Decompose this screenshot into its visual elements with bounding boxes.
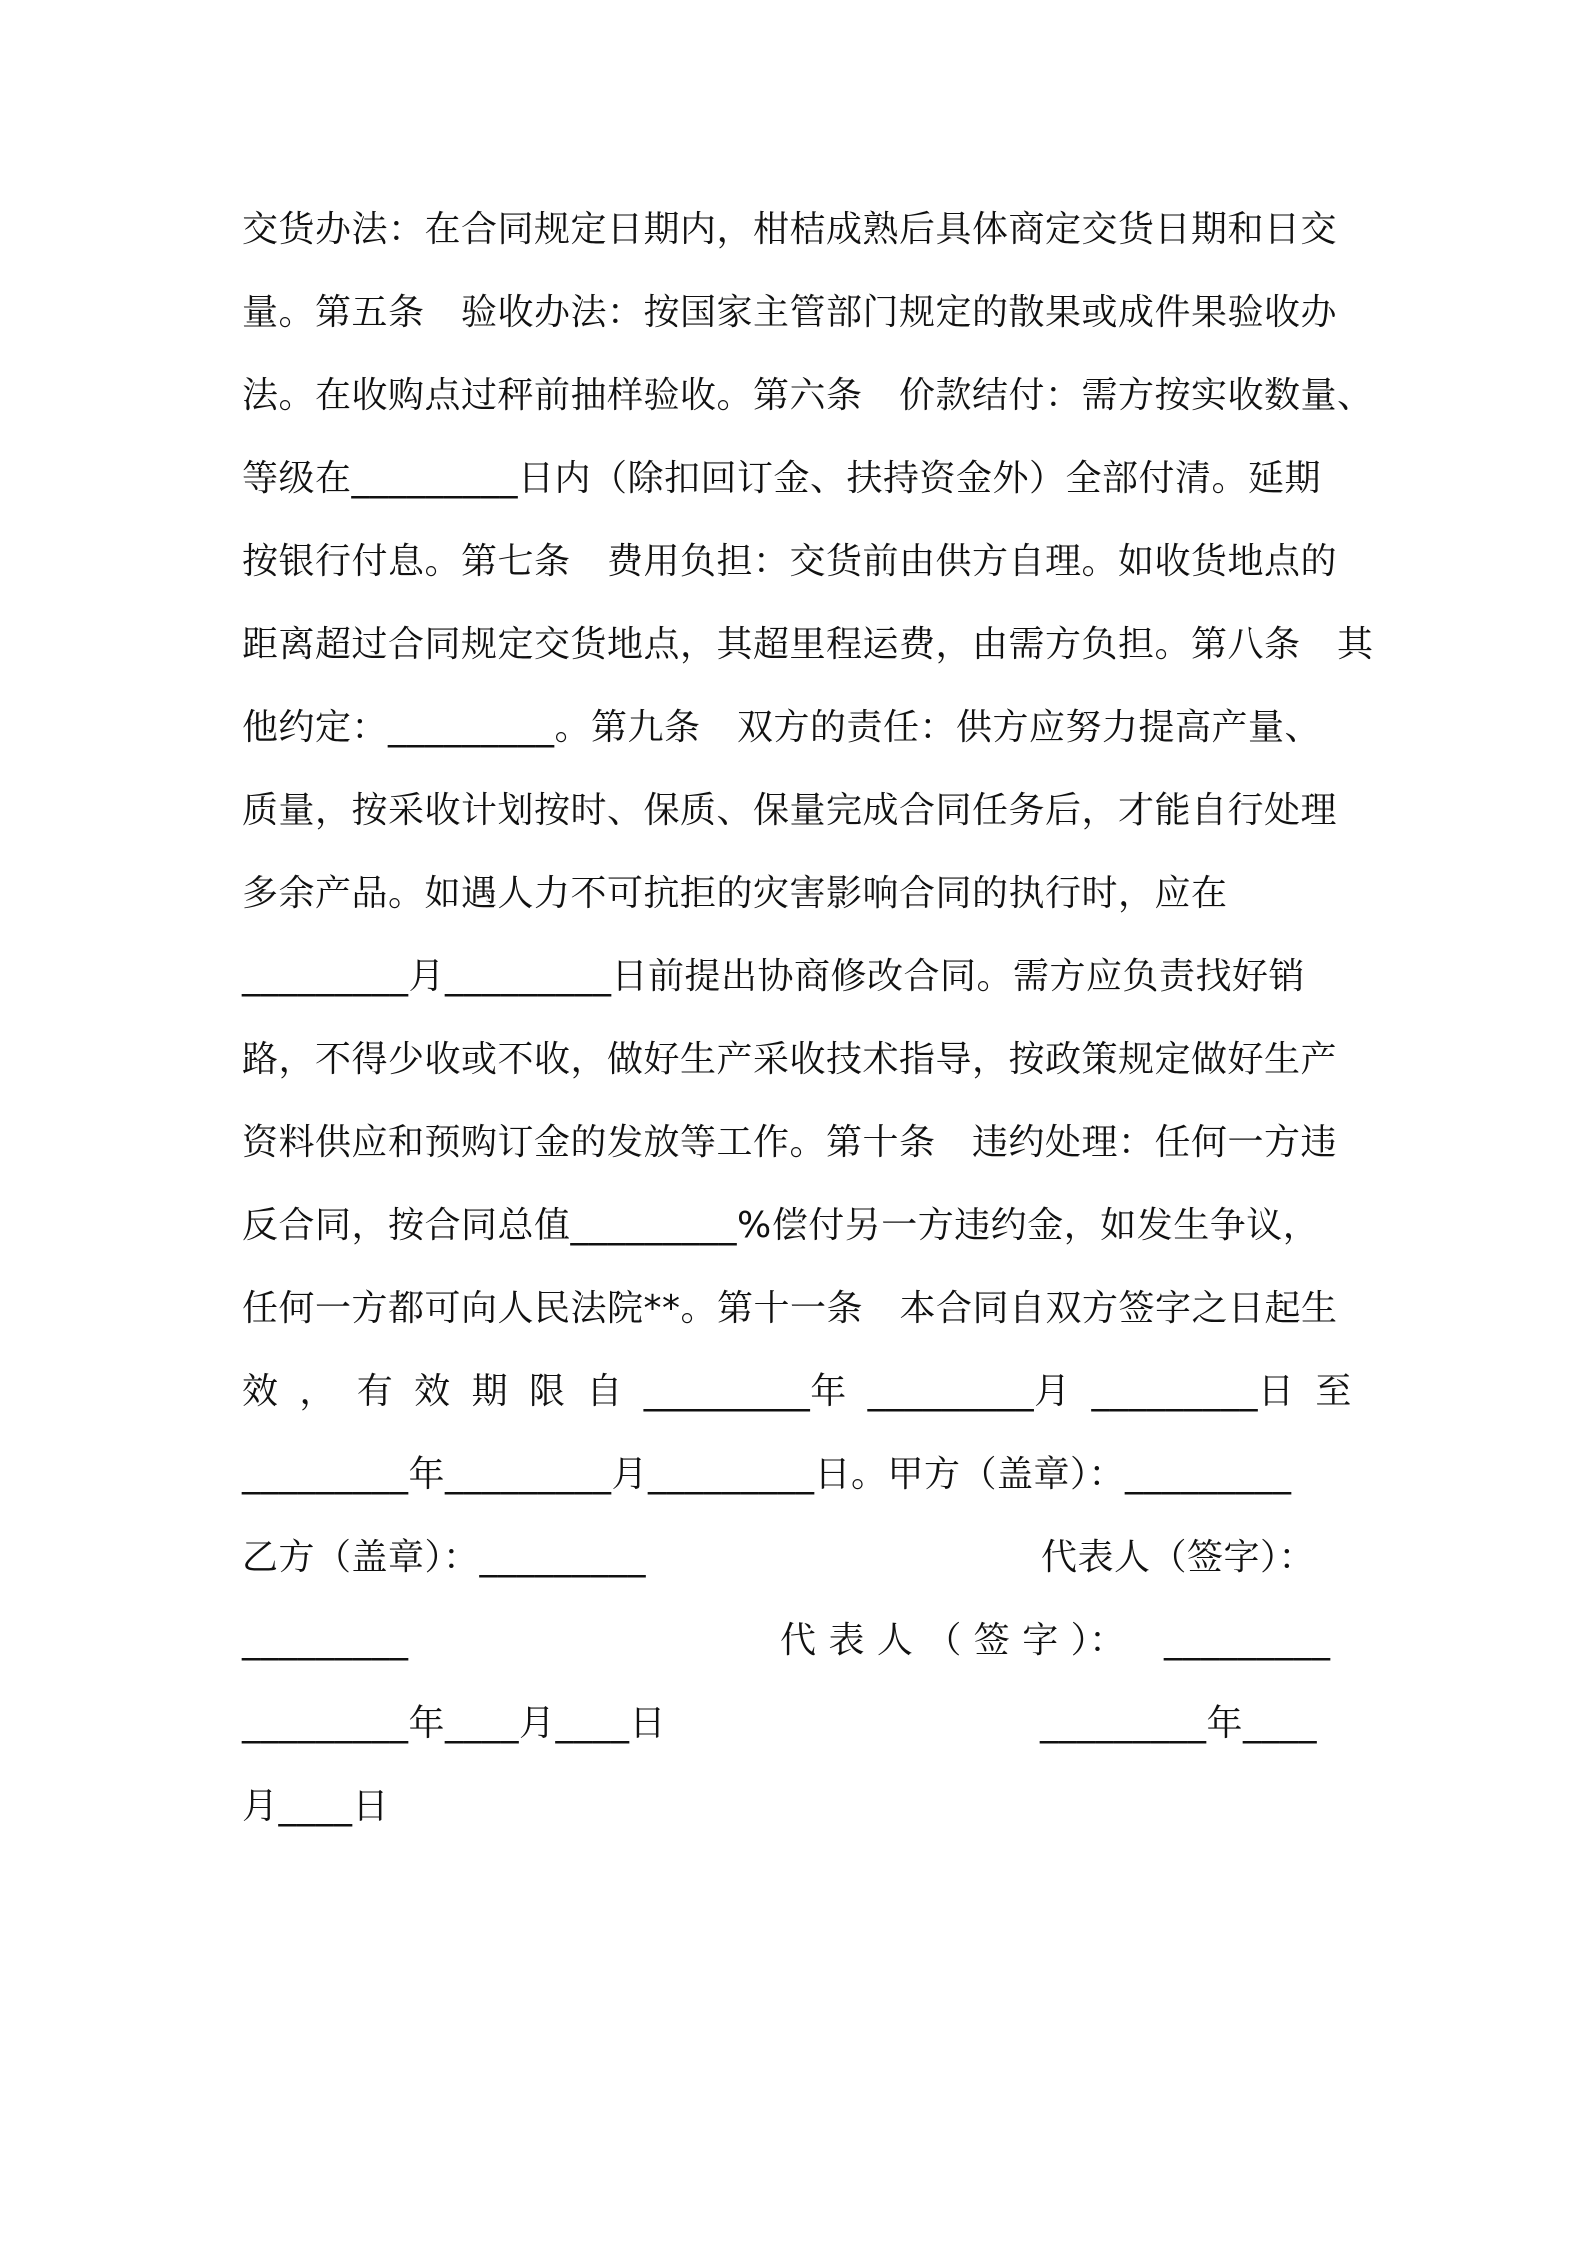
body-line-1: 交货办法：在合同规定日期内，柑桔成熟后具体商定交货日期和日交: [242, 209, 1338, 250]
validity-part: 效: [414, 1371, 451, 1412]
validity-part: 期: [471, 1371, 509, 1412]
party-b-date: _________年____: [1040, 1703, 1317, 1744]
body-line-5: 按银行付息。第七条 费用负担：交货前由供方自理。如收货地点的: [242, 541, 1338, 582]
body-line-7: 他约定：_________。第九条 双方的责任：供方应努力提高产量、: [242, 707, 1322, 748]
validity-year: _________年: [643, 1371, 847, 1412]
date-line: _________年_________月_________日。甲方（盖章）：_________: [242, 1454, 1292, 1495]
party-a-date: _________年____月____日: [242, 1703, 666, 1744]
signature-row-2: [242, 1611, 1352, 1671]
body-line-14: 任何一方都可向人民法院**。第十一条 本合同自双方签字之日起生: [242, 1288, 1338, 1329]
validity-part: 自: [586, 1371, 623, 1412]
body-line-8: 质量，按采收计划按时、保质、保量完成合同任务后，才能自行处理: [242, 790, 1338, 831]
validity-part: 至: [1315, 1371, 1352, 1412]
body-line-4: 等级在_________日内（除扣回订金、扶持资金外）全部付清。延期: [242, 458, 1322, 499]
body-line-2: 量。第五条 验收办法：按国家主管部门规定的散果或成件果验收办: [242, 292, 1338, 333]
body-line-11: 路，不得少收或不收，做好生产采收技术指导，按政策规定做好生产: [242, 1039, 1338, 1080]
validity-part: ，: [299, 1371, 336, 1412]
body-line-3: 法。在收购点过秤前抽样验收。第六条 价款结付：需方按实收数量、: [242, 375, 1374, 416]
body-line-10: _________月_________日前提出协商修改合同。需方应负责找好销: [242, 956, 1306, 997]
party-b-seal: 乙方（盖章）：_________: [242, 1537, 647, 1578]
validity-part: 有: [356, 1371, 394, 1412]
signature-blank: _________: [242, 1620, 409, 1661]
body-line-6: 距离超过合同规定交货地点，其超里程运费，由需方负担。第八条 其: [242, 624, 1374, 665]
validity-line: [242, 1362, 1352, 1422]
representative-b-signature: 代 表 人 （ 签 字 ）：: [780, 1620, 1126, 1661]
body-line-13: 反合同，按合同总值_________%偿付另一方违约金，如发生争议，: [242, 1205, 1320, 1246]
signature-row-1: [242, 1528, 1352, 1588]
last-line: 月____日: [242, 1786, 390, 1827]
body-line-9: 多余产品。如遇人力不可抗拒的灾害影响合同的执行时，应在: [242, 873, 1228, 914]
validity-part: 限: [528, 1371, 566, 1412]
body-line-12: 资料供应和预购订金的发放等工作。第十条 违约处理：任何一方违: [242, 1122, 1338, 1163]
representative-b-blank: _________: [1164, 1620, 1331, 1661]
representative-a-signature: 代表人（签字）：: [1041, 1537, 1316, 1578]
validity-month: _________月: [867, 1371, 1071, 1412]
signature-date-row: [242, 1694, 1352, 1754]
validity-part: 效: [242, 1371, 279, 1412]
validity-day: _________日: [1091, 1371, 1295, 1412]
